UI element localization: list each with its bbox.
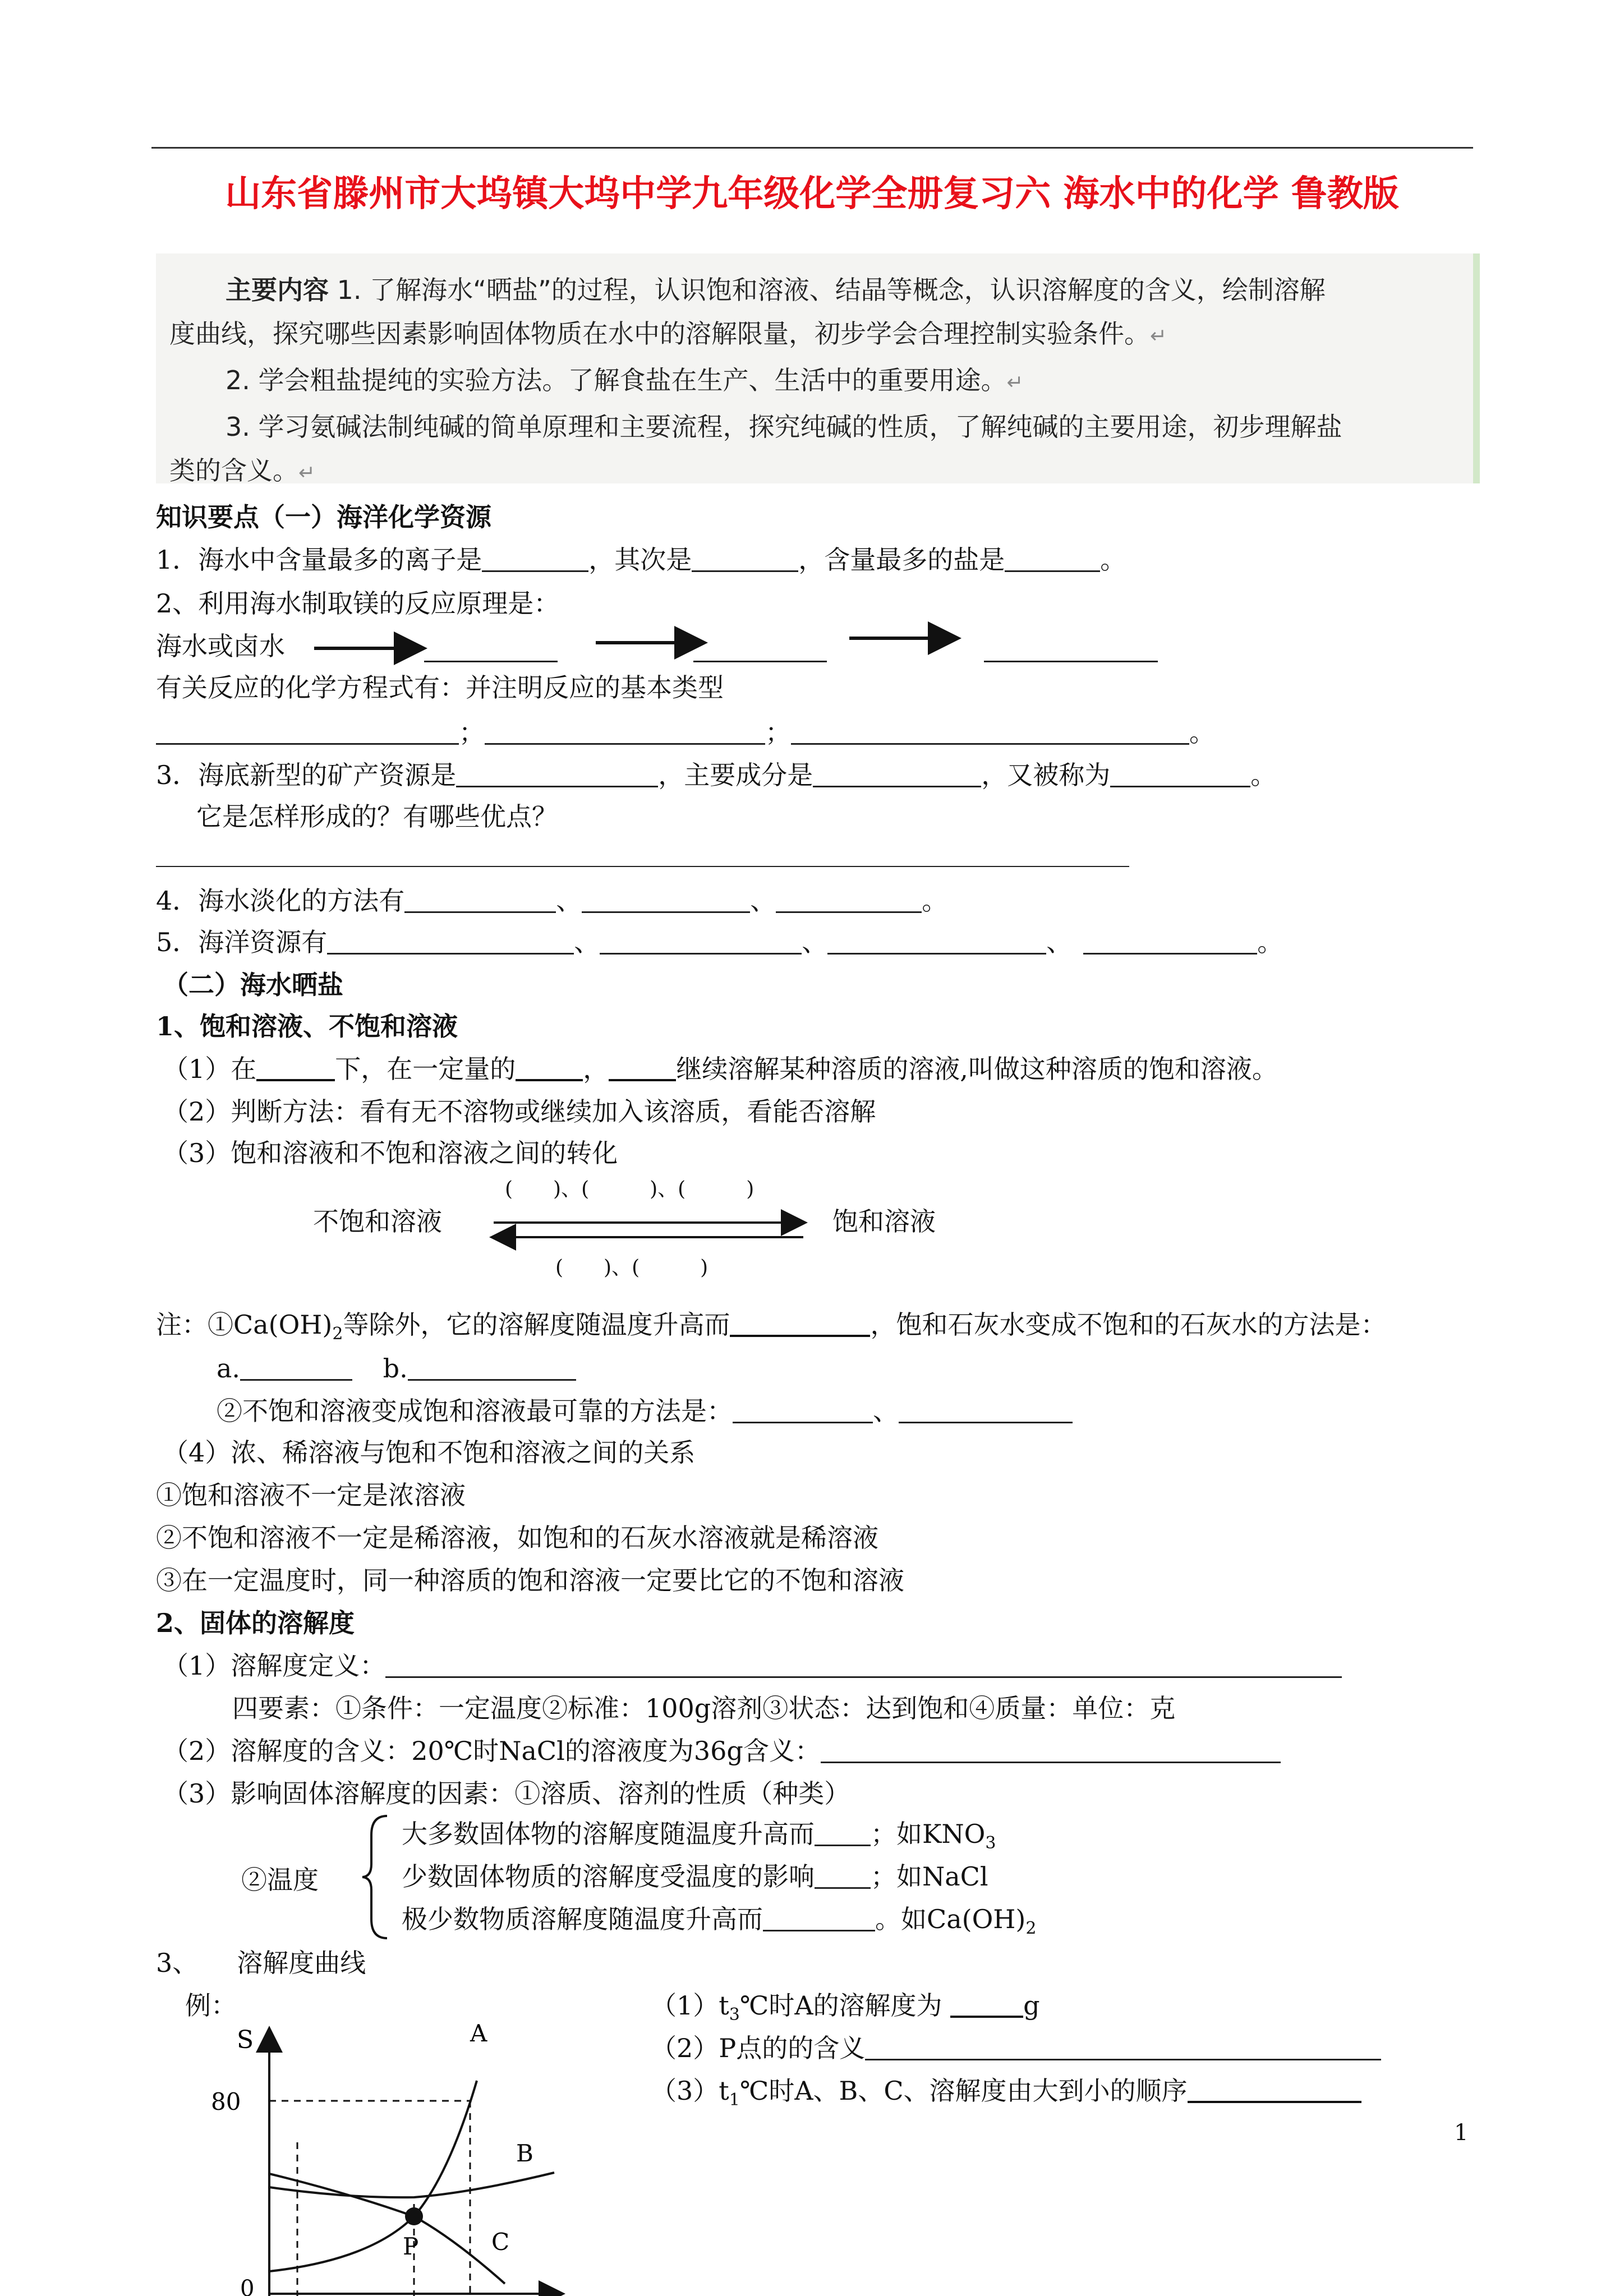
subheading-saturated: 1、饱和溶液、不饱和溶液 (156, 1011, 458, 1041)
curve-question-1: $(1)t_3℃$时A的溶解度为 g (651, 1990, 1040, 2025)
answer-blank[interactable] (821, 1737, 1281, 1763)
curve-c-label: C (491, 2228, 510, 2256)
document-title: 山东省滕州市大坞镇大坞中学九年级化学全册复习六 海水中的化学 鲁教版 (225, 173, 1399, 215)
answer-blank[interactable] (950, 1991, 1023, 2018)
subheading-curve: 3、 溶解度曲线 (156, 1948, 366, 1978)
question-3: 3．海底新型的矿产资源是 ，主要成分是 ，又被称为 。 (156, 760, 1277, 790)
point-p-label: P (403, 2233, 419, 2260)
y-axis-label: S (237, 2026, 254, 2054)
solubility-curve-graph (202, 1997, 595, 2296)
relationship-3: ③在一定温度时，同一种溶质的饱和溶液一定要比它的不饱和溶液 (156, 1565, 904, 1596)
curve-question-2: （2）P点的的含义 (651, 2031, 1381, 2065)
temperature-label: ②温度 (241, 1865, 319, 1895)
content-line-1: 主要内容 1. 了解海水“晒盐”的过程，认识饱和溶液、结晶等概念，认识溶解度的含义，绘制溶解 (169, 268, 1454, 312)
curve-question-3: $(3)t_1℃$时A、B、C、溶解度由大到小的顺序 (651, 2074, 1361, 2117)
four-elements: 四要素：①条件：一定温度②标准：100g溶剂③状态：达到饱和④质量：单位：克 (232, 1693, 1176, 1723)
conversion-heading: （3）饱和溶液和不饱和溶液之间的转化 (163, 1138, 618, 1168)
definition-saturated: （1）在 下，在一定量的 ， 继续溶解某种溶质的溶液,叫做这种溶质的饱和溶液。 (163, 1054, 1278, 1084)
note-1: 注：$①Ca(OH)_2$等除外，它的溶解度随温度升高而 ，饱和石灰水变成不饱和的石灰水的方法是： (156, 1310, 1387, 1344)
magnesium-flow-start: 海水或卤水 (156, 631, 285, 661)
question-3-sub: 它是怎样形成的？有哪些优点？ (196, 801, 558, 832)
question-5: 5．海洋资源有 、 、 、 。 (156, 927, 1283, 957)
temp-case-2: 少数固体物质的溶解度受温度的影响 ；如NaCl (402, 1861, 988, 1892)
answer-blank[interactable] (730, 1310, 870, 1337)
curve-a-label: A (470, 2020, 487, 2047)
content-line-2: 度曲线，探究哪些因素影响固体物质在水中的溶解限量，初步学会合理控制实验条件。↵ (169, 319, 1167, 349)
content-label: 主要内容 (226, 275, 329, 305)
answer-blank[interactable] (1188, 2076, 1361, 2103)
curve-b-label: B (516, 2140, 533, 2167)
origin-label: 0 (240, 2276, 255, 2296)
influence-factors: （3）影响固体溶解度的因素：①溶质、溶剂的性质（种类） (163, 1778, 850, 1809)
question-1: 1．海水中含量最多的离子是 ，其次是 ，含量最多的盐是 。 (156, 545, 1126, 575)
note-2: ②不饱和溶液变成饱和溶液最可靠的方法是： 、 (217, 1394, 1073, 1428)
question-2-equation: 有关反应的化学方程式有：并注明反应的基本类型 (156, 672, 724, 703)
conversion-left-label: 不饱和溶液 (313, 1206, 442, 1237)
example-label: 例： (185, 1990, 237, 2021)
subheading-solubility: 2、固体的溶解度 (156, 1608, 355, 1638)
answer-blank[interactable] (733, 1397, 873, 1423)
relationship-heading: （4）浓、稀溶液与饱和不饱和溶液之间的关系 (163, 1437, 696, 1468)
brace-icon (359, 1813, 393, 1942)
section2-heading: （二）海水晒盐 (163, 970, 343, 1000)
relationship-2: ②不饱和溶液不一定是稀溶液，如饱和的石灰水溶液就是稀溶液 (156, 1523, 878, 1553)
content-line-4: 3. 学习氨碱法制纯碱的简单原理和主要流程，探究纯碱的性质，了解纯碱的主要用途，初步理解盐 (226, 412, 1342, 442)
content-line-5: 类的含义。↵ (169, 455, 316, 486)
answer-blank[interactable] (865, 2034, 1381, 2060)
page-number: 1 (1454, 2120, 1469, 2146)
question-2: 2、利用海水制取镁的反应原理是： (156, 588, 560, 619)
answer-blank[interactable] (240, 1354, 352, 1381)
temp-case-1: 大多数固体物的溶解度随温度升高而 ；如$KNO_3$ (402, 1819, 996, 1853)
curve-a (269, 2081, 477, 2271)
judgement-method: （2）判断方法：看有无不溶物或继续加入该溶质，看能否溶解 (163, 1096, 876, 1127)
section1-heading: 知识要点（一）海洋化学资源 (156, 502, 491, 532)
answer-blank[interactable] (385, 1652, 1342, 1678)
answer-blank[interactable] (815, 1820, 871, 1846)
answer-blank[interactable] (899, 1397, 1073, 1423)
answer-blank[interactable] (763, 1905, 875, 1931)
y-tick-label: 80 (211, 2088, 241, 2115)
answer-blank[interactable] (408, 1354, 576, 1381)
conversion-right-label: 饱和溶液 (832, 1206, 936, 1237)
note-1-methods: a. b. (217, 1352, 576, 1385)
solubility-definition: （1）溶解度定义： (163, 1649, 1342, 1682)
temp-case-3: 极少数物质溶解度随温度升高而 。如$Ca(OH)_2$ (402, 1904, 1037, 1938)
content-line-3: 2. 学会粗盐提纯的实验方法。了解食盐在生产、生活中的重要用途。↵ (226, 365, 1024, 395)
conversion-top-conditions: ( )、( )、( ) (505, 1178, 755, 1201)
conversion-bottom-conditions: ( )、( ) (555, 1256, 709, 1279)
answer-blank[interactable] (815, 1862, 871, 1889)
question-4: 4．海水淡化的方法有 、 、 。 (156, 886, 948, 916)
solubility-meaning: （2）溶解度的含义：20℃时NaCl的溶液度为36g含义： (163, 1734, 1281, 1768)
intersection-point-p (405, 2207, 423, 2225)
equation-blanks: ； ； 。 (156, 716, 1215, 749)
relationship-1: ①饱和溶液不一定是浓溶液 (156, 1480, 466, 1510)
